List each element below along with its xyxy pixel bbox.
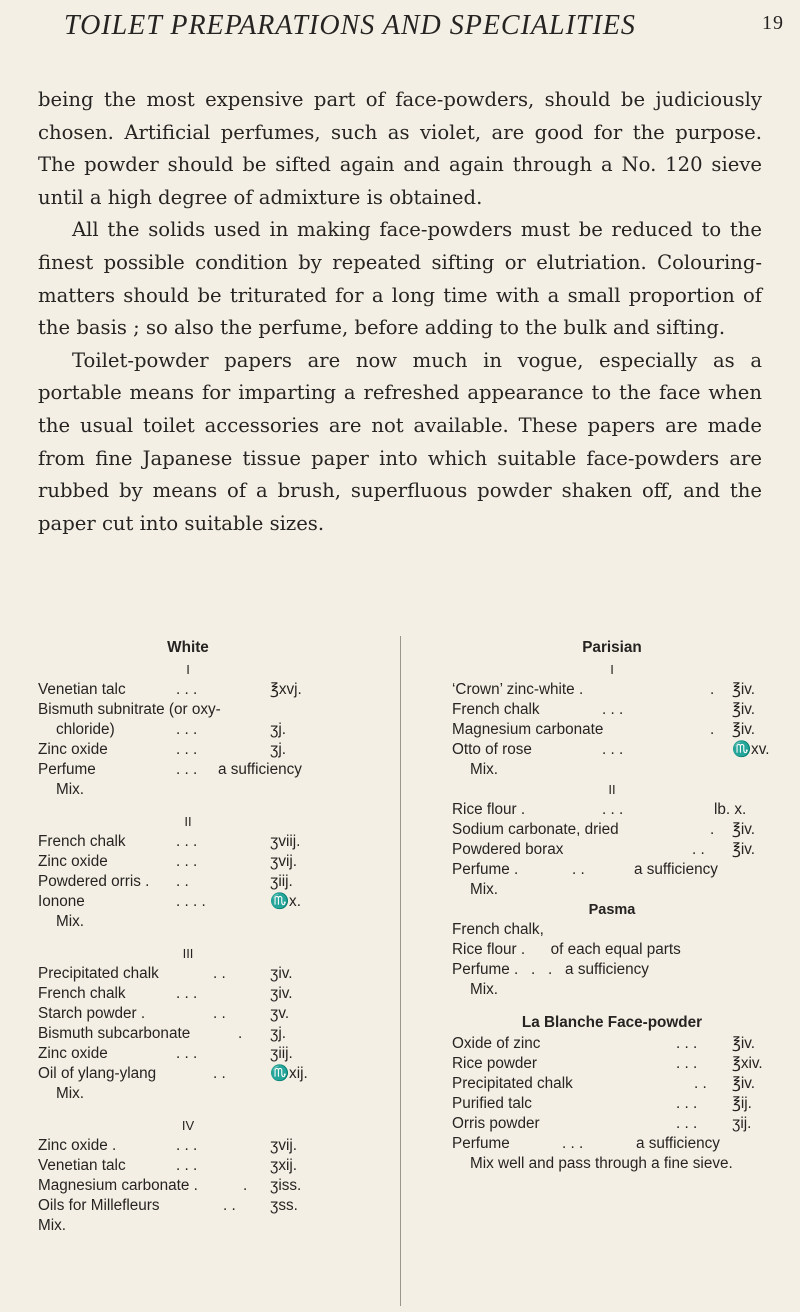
- parisian-2-number: II: [608, 782, 616, 797]
- recipe-line: Rice flour . . . . lb. x.: [452, 801, 747, 818]
- recipe-line: Perfume . . . a sufficiency: [452, 861, 718, 878]
- running-header: [64, 10, 784, 42]
- recipe-line: Magnesium carbonate . . ʒiss.: [38, 1177, 302, 1194]
- parisian-1-number: I: [610, 662, 614, 677]
- recipe-line: Bismuth subnitrate (or oxy-: [38, 701, 221, 718]
- recipe-line: Rice flour . of each equal parts: [452, 941, 681, 958]
- recipe-line: Perfume . . . a sufficiency: [452, 961, 649, 978]
- recipe-line: Starch powder . . . ʒv.: [38, 1005, 290, 1022]
- page-number: 19: [762, 12, 784, 34]
- recipe-line: Magnesium carbonate . ℥iv.: [452, 721, 755, 738]
- white-4-number: IV: [181, 1118, 195, 1133]
- recipe-line: Orris powder . . . ʒij.: [452, 1115, 752, 1132]
- recipe-line: Bismuth subcarbonate . ʒj.: [38, 1025, 286, 1042]
- mix-instruction: Mix.: [56, 1085, 85, 1102]
- mix-instruction: Mix.: [470, 881, 499, 898]
- recipe-line: Perfume . . . a sufficiency: [38, 761, 302, 778]
- recipe-line: Venetian talc . . . ℥xvj.: [38, 681, 302, 698]
- recipe-line: Zinc oxide . . . ʒvij.: [38, 853, 298, 870]
- recipe-line: Precipitated chalk . . ʒiv.: [38, 965, 293, 982]
- mix-instruction: Mix.: [56, 913, 85, 930]
- column-divider: [400, 636, 401, 1306]
- recipe-line: chloride) . . . ʒj.: [56, 721, 286, 738]
- pasma-title: Pasma: [588, 902, 636, 918]
- recipe-line: French chalk . . . ʒiv.: [38, 985, 293, 1002]
- recipe-line: Ionone . . . . ♏x.: [38, 893, 301, 910]
- parisian-recipes: [452, 636, 772, 1174]
- paragraph-1: being the most expensive part of face-powders, should be judiciously chosen. Artificial perfumes, such as violet, are good for the purpose. The powder should be sifted again and again through a No. 120 sieve until a high degree of admixture is obtained.: [38, 88, 762, 209]
- recipe-line: Oils for Millefleurs . . ʒss.: [38, 1197, 298, 1214]
- recipe-line: Perfume . . . a sufficiency: [452, 1135, 720, 1152]
- la-blanche-title: La Blanche Face-powder: [521, 1014, 703, 1031]
- recipe-line: French chalk,: [452, 921, 544, 938]
- recipe-line: Precipitated chalk . . ℥iv.: [452, 1075, 755, 1092]
- recipe-line: Powdered orris . . . ʒiij.: [38, 873, 293, 890]
- recipe-line: Zinc oxide . . . ʒj.: [38, 741, 286, 758]
- recipe-line: ‘Crown’ zinc-white . . ℥iv.: [452, 681, 755, 698]
- white-1-number: I: [186, 662, 190, 677]
- recipe-line: Zinc oxide . . . . ʒvij.: [38, 1137, 298, 1154]
- mix-instruction: Mix.: [470, 981, 499, 998]
- recipe-line: Otto of rose . . . ♏xv.: [452, 741, 770, 758]
- recipe-line: Venetian talc . . . ʒxij.: [38, 1157, 298, 1174]
- recipe-line: French chalk . . . ʒviij.: [38, 833, 301, 850]
- recipe-line: Rice powder . . . ℥xiv.: [452, 1055, 763, 1072]
- recipe-line: Oxide of zinc . . . ℥iv.: [452, 1035, 755, 1052]
- white-title: White: [167, 639, 209, 656]
- mix-instruction: Mix.: [56, 781, 85, 798]
- recipe-line: Zinc oxide . . . ʒiij.: [38, 1045, 293, 1062]
- mix-instruction: Mix well and pass through a fine sieve.: [470, 1155, 733, 1172]
- paragraph-2: All the solids used in making face-powders must be reduced to the finest possible condition by repeated sifting or elutriation. Colouring-matters should be triturated for a long time with a small proportion of the basis ; so also the perfume, before adding to the bulk and sifting.: [38, 218, 762, 340]
- recipe-line: Sodium carbonate, dried . ℥iv.: [452, 821, 755, 838]
- running-title: TOILET PREPARATIONS AND SPECIALITIES: [64, 10, 636, 41]
- recipe-line: French chalk . . . ℥iv.: [452, 701, 755, 718]
- recipe-line: Oil of ylang-ylang . . ♏xij.: [38, 1065, 308, 1082]
- mix-instruction: Mix.: [38, 1217, 67, 1234]
- mix-instruction: Mix.: [470, 761, 499, 778]
- white-2-number: II: [184, 814, 192, 829]
- white-3-number: III: [182, 946, 194, 961]
- parisian-title: Parisian: [582, 639, 642, 656]
- body-text: [38, 84, 762, 540]
- recipe-line: Powdered borax . . ℥iv.: [452, 841, 755, 858]
- recipe-line: Purified talc . . . ℥ij.: [452, 1095, 752, 1112]
- paragraph-3: Toilet-powder papers are now much in vogue, especially as a portable means for imparting a refreshed appearance to the face when the usual toilet accessories are not available. These papers are made from fine Japanese tissue paper into which suitable face-powders are rubbed by means of a brush, superfluous powder shaken off, and the paper cut into suitable sizes.: [38, 348, 762, 535]
- white-recipes: [38, 636, 338, 1236]
